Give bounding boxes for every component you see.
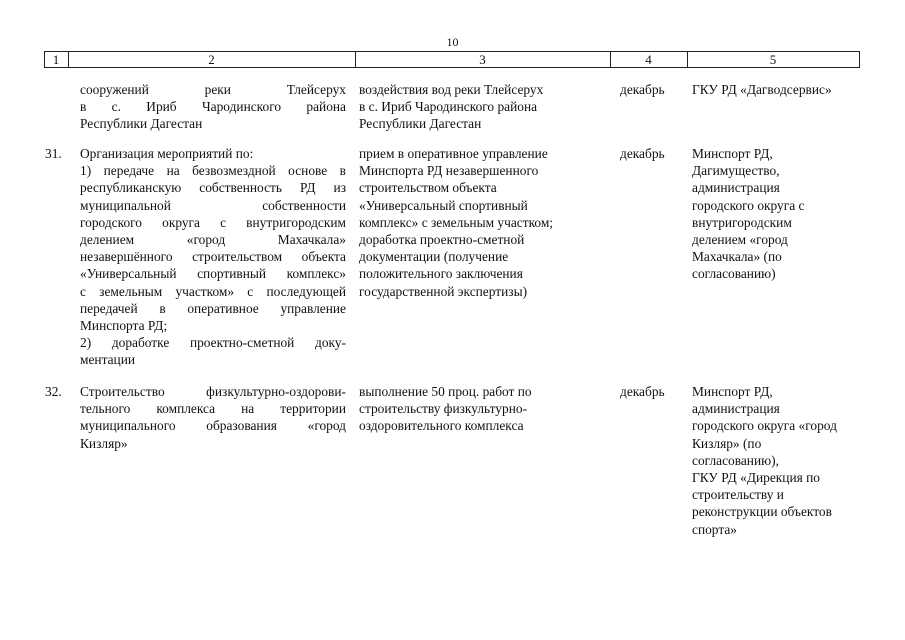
- column-header-5: 5: [769, 52, 777, 67]
- result-line: оздоровительного комплекса: [359, 418, 524, 434]
- result-line: в с. Ириб Чародинского района: [359, 99, 538, 115]
- responsible-line: согласованию),: [692, 452, 779, 468]
- measure-line: с земельным участком» с последующей: [80, 283, 346, 299]
- measure-line: тельного комплекса на территории: [80, 401, 346, 417]
- table-header-divider: [859, 51, 860, 68]
- deadline-cell: декабрь: [620, 146, 665, 161]
- column-header-1: 1: [52, 52, 60, 67]
- responsible-line: ГКУ РД «Дагводсервис»: [692, 82, 832, 97]
- measure-line: городского округа с внутригородским: [80, 214, 346, 230]
- table-row-32-measure: [80, 383, 346, 452]
- measure-line: 1) передаче на безвозмездной основе в: [80, 163, 346, 179]
- measure-line: муниципальной собственности: [80, 197, 346, 213]
- result-line: прием в оперативное управление: [359, 146, 548, 161]
- responsible-line: Кизляр» (по: [692, 435, 762, 451]
- result-line: государственной экспертизы): [359, 283, 528, 299]
- result-line: строительству физкультурно-: [359, 401, 528, 417]
- result-line: выполнение 50 проц. работ по: [359, 384, 532, 399]
- table-header-bottom-rule: [44, 67, 860, 68]
- measure-line: Организация мероприятий по:: [80, 146, 254, 161]
- responsible-line: делением «город: [692, 232, 788, 248]
- table-row-32-result: [359, 383, 609, 435]
- responsible-line: Дагимущество,: [692, 163, 780, 179]
- column-header-4: 4: [645, 52, 652, 67]
- table-row-continued-measure: [80, 81, 346, 133]
- measure-line: в с. Ириб Чародинского района: [80, 99, 346, 115]
- responsible-line: строительству и: [692, 487, 784, 503]
- result-line: положительного заключения: [359, 266, 523, 282]
- deadline-cell: декабрь: [620, 384, 665, 399]
- result-line: документации (получение: [359, 249, 509, 265]
- responsible-line: администрация: [692, 180, 780, 196]
- measure-line: Республики Дагестан: [80, 116, 203, 132]
- measure-line: незавершённого строительством объекта: [80, 249, 346, 265]
- result-line: воздействия вод реки Тлейсерух: [359, 82, 544, 97]
- deadline-cell: декабрь: [620, 82, 665, 97]
- measure-line: ментации: [80, 352, 136, 368]
- responsible-cell: [692, 383, 860, 538]
- responsible-line: ГКУ РД «Дирекция по: [692, 470, 820, 486]
- responsible-cell: [692, 145, 860, 283]
- row-number: 31.: [45, 146, 62, 161]
- responsible-line: Минспорт РД,: [692, 146, 773, 161]
- measure-line: делением «город Махачкала»: [80, 232, 346, 248]
- responsible-line: реконструкции объектов: [692, 504, 832, 520]
- responsible-line: спорта»: [692, 521, 737, 537]
- table-row-31-result: [359, 145, 609, 300]
- measure-line: сооружений реки Тлейсерух: [80, 82, 346, 97]
- responsible-line: согласованию): [692, 266, 776, 282]
- measure-line: передачей в оперативное управление: [80, 300, 346, 316]
- responsible-line: администрация: [692, 401, 780, 417]
- result-line: доработка проектно-сметной: [359, 232, 525, 248]
- responsible-cell: [692, 81, 860, 98]
- measure-line: «Универсальный спортивный комплекс»: [80, 266, 346, 282]
- row-number: 32.: [45, 384, 62, 399]
- measure-line: 2) доработке проектно-сметной доку-: [80, 335, 346, 351]
- page-number: 10: [446, 35, 459, 49]
- responsible-line: Махачкала» (по: [692, 249, 782, 265]
- result-line: комплекс» с земельным участком;: [359, 214, 554, 230]
- measure-line: Строительство физкультурно-оздорови-: [80, 384, 346, 399]
- column-header-2: 2: [208, 52, 215, 67]
- measure-line: муниципального образования «город: [80, 418, 346, 434]
- column-header-3: 3: [479, 52, 486, 67]
- table-row-31-measure: [80, 145, 346, 369]
- responsible-line: городского округа «город: [692, 418, 837, 434]
- result-line: Минспорта РД незавершенного: [359, 163, 539, 179]
- result-line: «Универсальный спортивный: [359, 197, 528, 213]
- result-line: Республики Дагестан: [359, 116, 482, 132]
- result-line: строительством объекта: [359, 180, 497, 196]
- table-row-continued-result: [359, 81, 609, 133]
- responsible-line: городского округа с: [692, 197, 805, 213]
- measure-line: Минспорта РД;: [80, 318, 168, 334]
- responsible-line: внутригородским: [692, 214, 792, 230]
- responsible-line: Минспорт РД,: [692, 384, 773, 399]
- measure-line: Кизляр»: [80, 435, 128, 451]
- measure-line: республиканскую собственность РД из: [80, 180, 346, 196]
